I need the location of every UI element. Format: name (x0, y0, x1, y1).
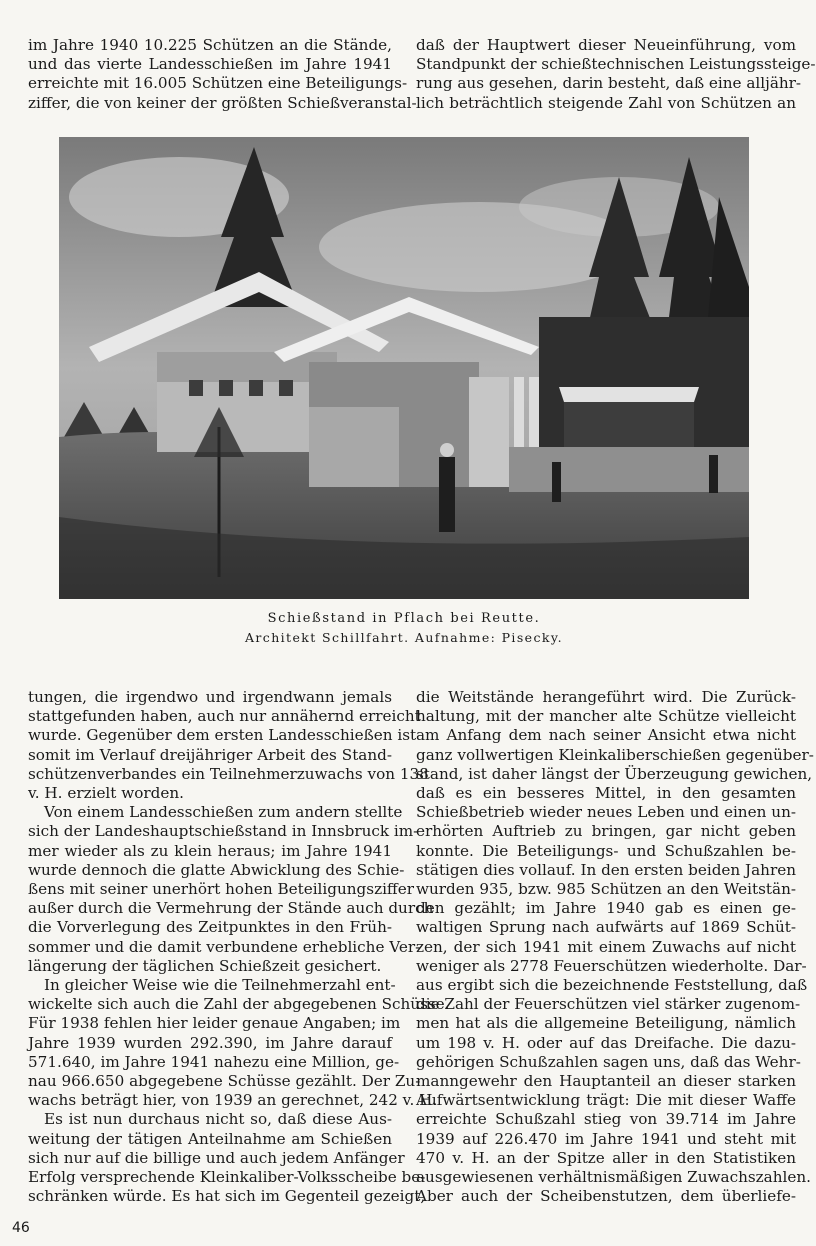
text-line: Aufwärtsentwicklung trägt: Die mit dieser Waffe (416, 1091, 796, 1110)
text-line: die Zahl der Feuerschützen viel stärker zugenom- (416, 995, 801, 1014)
text-line: aus ergibt sich die bezeichnende Feststellung, daß (416, 976, 808, 995)
column-bottom-right (416, 688, 814, 1206)
text-line: gehörigen Schußzahlen sagen uns, daß das Wehr- (416, 1052, 801, 1071)
text-line: ziffer, die von keiner der größten Schießveranstal- (28, 93, 417, 112)
text-line: haltung, mit der mancher alte Schütze vielleicht (416, 707, 796, 726)
text-line: wurde dennoch die glatte Abwicklung des Schie- (28, 860, 405, 879)
text-line: den gezählt; im Jahre 1940 gab es einen ge- (416, 899, 796, 918)
text-line: wickelte sich auch die Zahl der abgegebenen Schüsse. (28, 995, 450, 1014)
column-top-right (416, 36, 816, 113)
text-line: konnte. Die Beteiligungs- und Schußzahlen be- (416, 841, 796, 860)
text-line: die Weitstände herangeführt wird. Die Zurück- (416, 688, 796, 706)
text-line: die Vorverlegung des Zeitpunktes in den Früh- (28, 918, 392, 937)
text-line: sich nur auf die billige und auch jedem Anfänger (28, 1148, 405, 1167)
text-line: sommer und die damit verbundene erhebliche Ver- (28, 937, 421, 956)
text-line: daß der Hauptwert dieser Neueinführung, vom (416, 36, 796, 54)
text-line: zen, der sich 1941 mit einem Zuwachs auf nicht (416, 937, 796, 956)
text-line: Für 1938 fehlen hier leider genaue Angaben; im (28, 1014, 401, 1033)
photo-caption-title: Schießstand in Pflach bei Reutte. (267, 611, 541, 626)
text-line: Schießbetrieb wieder neues Leben und einen un- (416, 803, 796, 822)
text-line: erreichte mit 16.005 Schützen eine Beteiligungs- (28, 74, 408, 93)
text-line: um 198 v. H. oder auf das Dreifache. Die dazu- (416, 1033, 796, 1052)
text-line: schränken würde. Es hat sich im Gegenteil gezeigt, (28, 1187, 426, 1206)
text-line: wachs beträgt hier, von 1939 an gerechnet, 242 v. H. (28, 1091, 438, 1110)
column-top-left (28, 36, 417, 113)
photo-shooting-range (59, 137, 749, 599)
text-line: wurden 935, bzw. 985 Schützen an den Weitstän- (416, 880, 796, 899)
text-line: daß es ein besseres Mittel, in den gesamten (416, 784, 796, 803)
text-line: Erfolg versprechende Kleinkaliber-Volksscheibe be- (28, 1168, 426, 1187)
text-line: 1939 auf 226.470 im Jahre 1941 und steht mit (416, 1129, 796, 1148)
text-line: Aber auch der Scheibenstutzen, dem überliefe- (416, 1187, 796, 1206)
photo-icon (59, 137, 749, 599)
text-line: nau 966.650 abgegebene Schüsse gezählt. Der Zu- (28, 1072, 421, 1091)
text-line: tungen, die irgendwo und irgendwann jemals (28, 688, 392, 706)
text-line: im Jahre 1940 10.225 Schützen an die Stände, (28, 36, 392, 54)
text-line: ausgewiesenen verhältnismäßigen Zuwachszahlen. (416, 1168, 811, 1187)
text-line: und das vierte Landesschießen im Jahre 1941 (28, 55, 392, 74)
text-line: lich beträchtlich steigende Zahl von Schützen an (416, 93, 796, 112)
text-line: men hat als die allgemeine Beteiligung, nämlich (416, 1014, 796, 1033)
text-line: außer durch die Vermehrung der Stände auch durch (28, 899, 434, 918)
text-line: stätigen dies vollauf. In den ersten beiden Jahren (416, 860, 796, 879)
text-line: waltigen Sprung nach aufwärts auf 1869 Schüt- (416, 918, 796, 937)
text-line: stattgefunden haben, auch nur annähernd erreicht (28, 707, 421, 726)
text-line: sich der Landeshauptschießstand in Innsbruck im- (28, 822, 419, 841)
text-line: 470 v. H. an der Spitze aller in den Statistiken (416, 1148, 796, 1167)
text-line: mer wieder als zu klein heraus; im Jahre 1941 (28, 841, 392, 860)
text-line: rung aus gesehen, darin besteht, daß eine alljähr- (416, 74, 802, 93)
page-number: 46 (12, 1220, 30, 1236)
text-line: erreichte Schußzahl stieg von 39.714 im Jahre (416, 1110, 796, 1129)
text-line: Es ist nun durchaus nicht so, daß diese Aus- (44, 1110, 392, 1129)
text-line: Standpunkt der schießtechnischen Leistungssteige- (416, 55, 816, 74)
text-line: wurde. Gegenüber dem ersten Landesschießen ist (28, 726, 417, 745)
text-line: somit im Verlauf dreijähriger Arbeit des Stand- (28, 745, 392, 764)
column-bottom-left (28, 688, 450, 1206)
text-line: 571.640, im Jahre 1941 nahezu eine Million, ge- (28, 1052, 400, 1071)
text-line: weitung der tätigen Anteilnahme am Schießen (28, 1129, 392, 1148)
text-line: Von einem Landesschießen zum andern stellte (44, 803, 403, 822)
photo-caption-credit: Architekt Schillfahrt. Aufnahme: Pisecky. (245, 630, 563, 645)
text-line: längerung der täglichen Schießzeit gesichert. (28, 956, 382, 975)
text-line: erhörten Auftrieb zu bringen, gar nicht geben (416, 822, 796, 841)
text-line: In gleicher Weise wie die Teilnehmerzahl ent- (44, 976, 396, 995)
text-line: manngewehr den Hauptanteil an dieser starken (416, 1072, 796, 1091)
text-line: stand, ist daher längst der Überzeugung gewichen, (416, 764, 813, 783)
text-line: ganz vollwertigen Kleinkaliberschießen gegenüber- (416, 745, 814, 764)
text-line: Jahre 1939 wurden 292.390, im Jahre darauf (28, 1033, 392, 1052)
text-line: v. H. erzielt worden. (28, 784, 184, 803)
text-line: ßens mit seiner unerhört hohen Beteiligungsziffer (28, 880, 414, 899)
text-line: weniger als 2778 Feuerschützen wiederholte. Dar- (416, 956, 807, 975)
text-line: am Anfang dem nach seiner Ansicht etwa nicht (416, 726, 796, 745)
text-line: schützenverbandes ein Teilnehmerzuwachs von 138 (28, 764, 429, 783)
